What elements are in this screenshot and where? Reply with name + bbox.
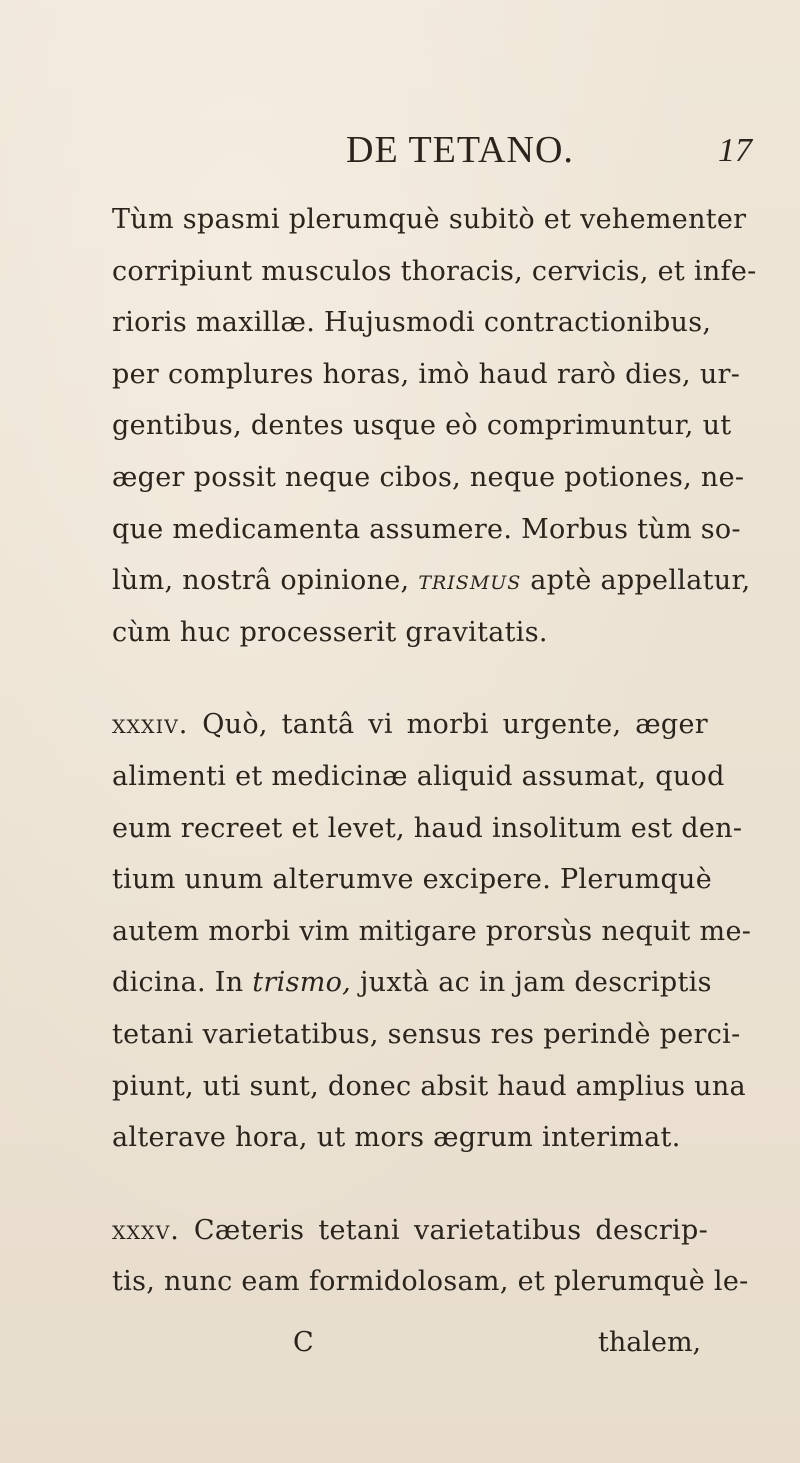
text-line: tis, nunc eam formidolosam, et plerumquè le- [112, 1266, 749, 1298]
page-header [0, 128, 800, 178]
text-line: tium unum alterumve excipere. Plerumquè [112, 864, 712, 896]
text-run: juxtà ac in jam descriptis [359, 967, 712, 999]
text-line: gentibus, dentes usque eò comprimuntur, ut [112, 410, 732, 442]
paragraph-xxxiv [112, 699, 752, 1163]
section-number: xxxiv. [112, 709, 189, 741]
text-line: piunt, uti sunt, donec absit haud amplius una [112, 1070, 746, 1102]
catchword: thalem, [598, 1327, 702, 1358]
text-line: corripiunt musculos thoracis, cervicis, et infe- [112, 255, 757, 287]
text-line: eum recreet et levet, haud insolitum est den- [112, 812, 743, 844]
text-run: lùm, nostrâ opinione, [112, 565, 410, 597]
term-trismo: trismo, [252, 967, 352, 999]
running-head: DE TETANO. [346, 129, 574, 171]
text-line: tetani varietatibus, sensus res perindè perci- [112, 1018, 741, 1050]
text-line: Tùm spasmi plerumquè subitò et vehementer [112, 204, 747, 235]
text-run: Cæteris tetani varietatibus descrip- [193, 1214, 708, 1246]
text-line [112, 1205, 708, 1257]
section-number: xxxv. [112, 1214, 180, 1246]
text-line [112, 957, 712, 1009]
text-line: autem morbi vim mitigare prorsùs nequit me- [112, 915, 752, 947]
text-run: dicina. In [112, 967, 244, 999]
text-line [112, 555, 751, 607]
body-text [112, 194, 757, 1308]
paragraph-xxxv [112, 1205, 749, 1308]
text-line [112, 699, 708, 751]
text-line: alterave hora, ut mors ægrum interimat. [112, 1122, 681, 1154]
text-run: Quò, tantâ vi morbi urgente, æger [202, 709, 709, 741]
text-line: cùm huc processerit gravitatis. [112, 616, 548, 648]
text-line: æger possit neque cibos, neque potiones, ne- [112, 461, 745, 493]
term-trismus: trismus [418, 565, 522, 597]
paragraph-tum-spasmi [112, 194, 757, 658]
text-line: per complures horas, imò haud rarò dies, ur- [112, 358, 741, 390]
text-line: alimenti et medicinæ aliquid assumat, quod [112, 760, 725, 792]
page-footer [0, 1327, 800, 1377]
text-line: que medicamenta assumere. Morbus tùm so- [112, 513, 741, 545]
signature-mark: C [293, 1327, 314, 1358]
page-number: 17 [718, 132, 752, 169]
text-run: aptè appellatur, [530, 565, 751, 597]
text-line: rioris maxillæ. Hujusmodi contractionibus, [112, 307, 712, 339]
